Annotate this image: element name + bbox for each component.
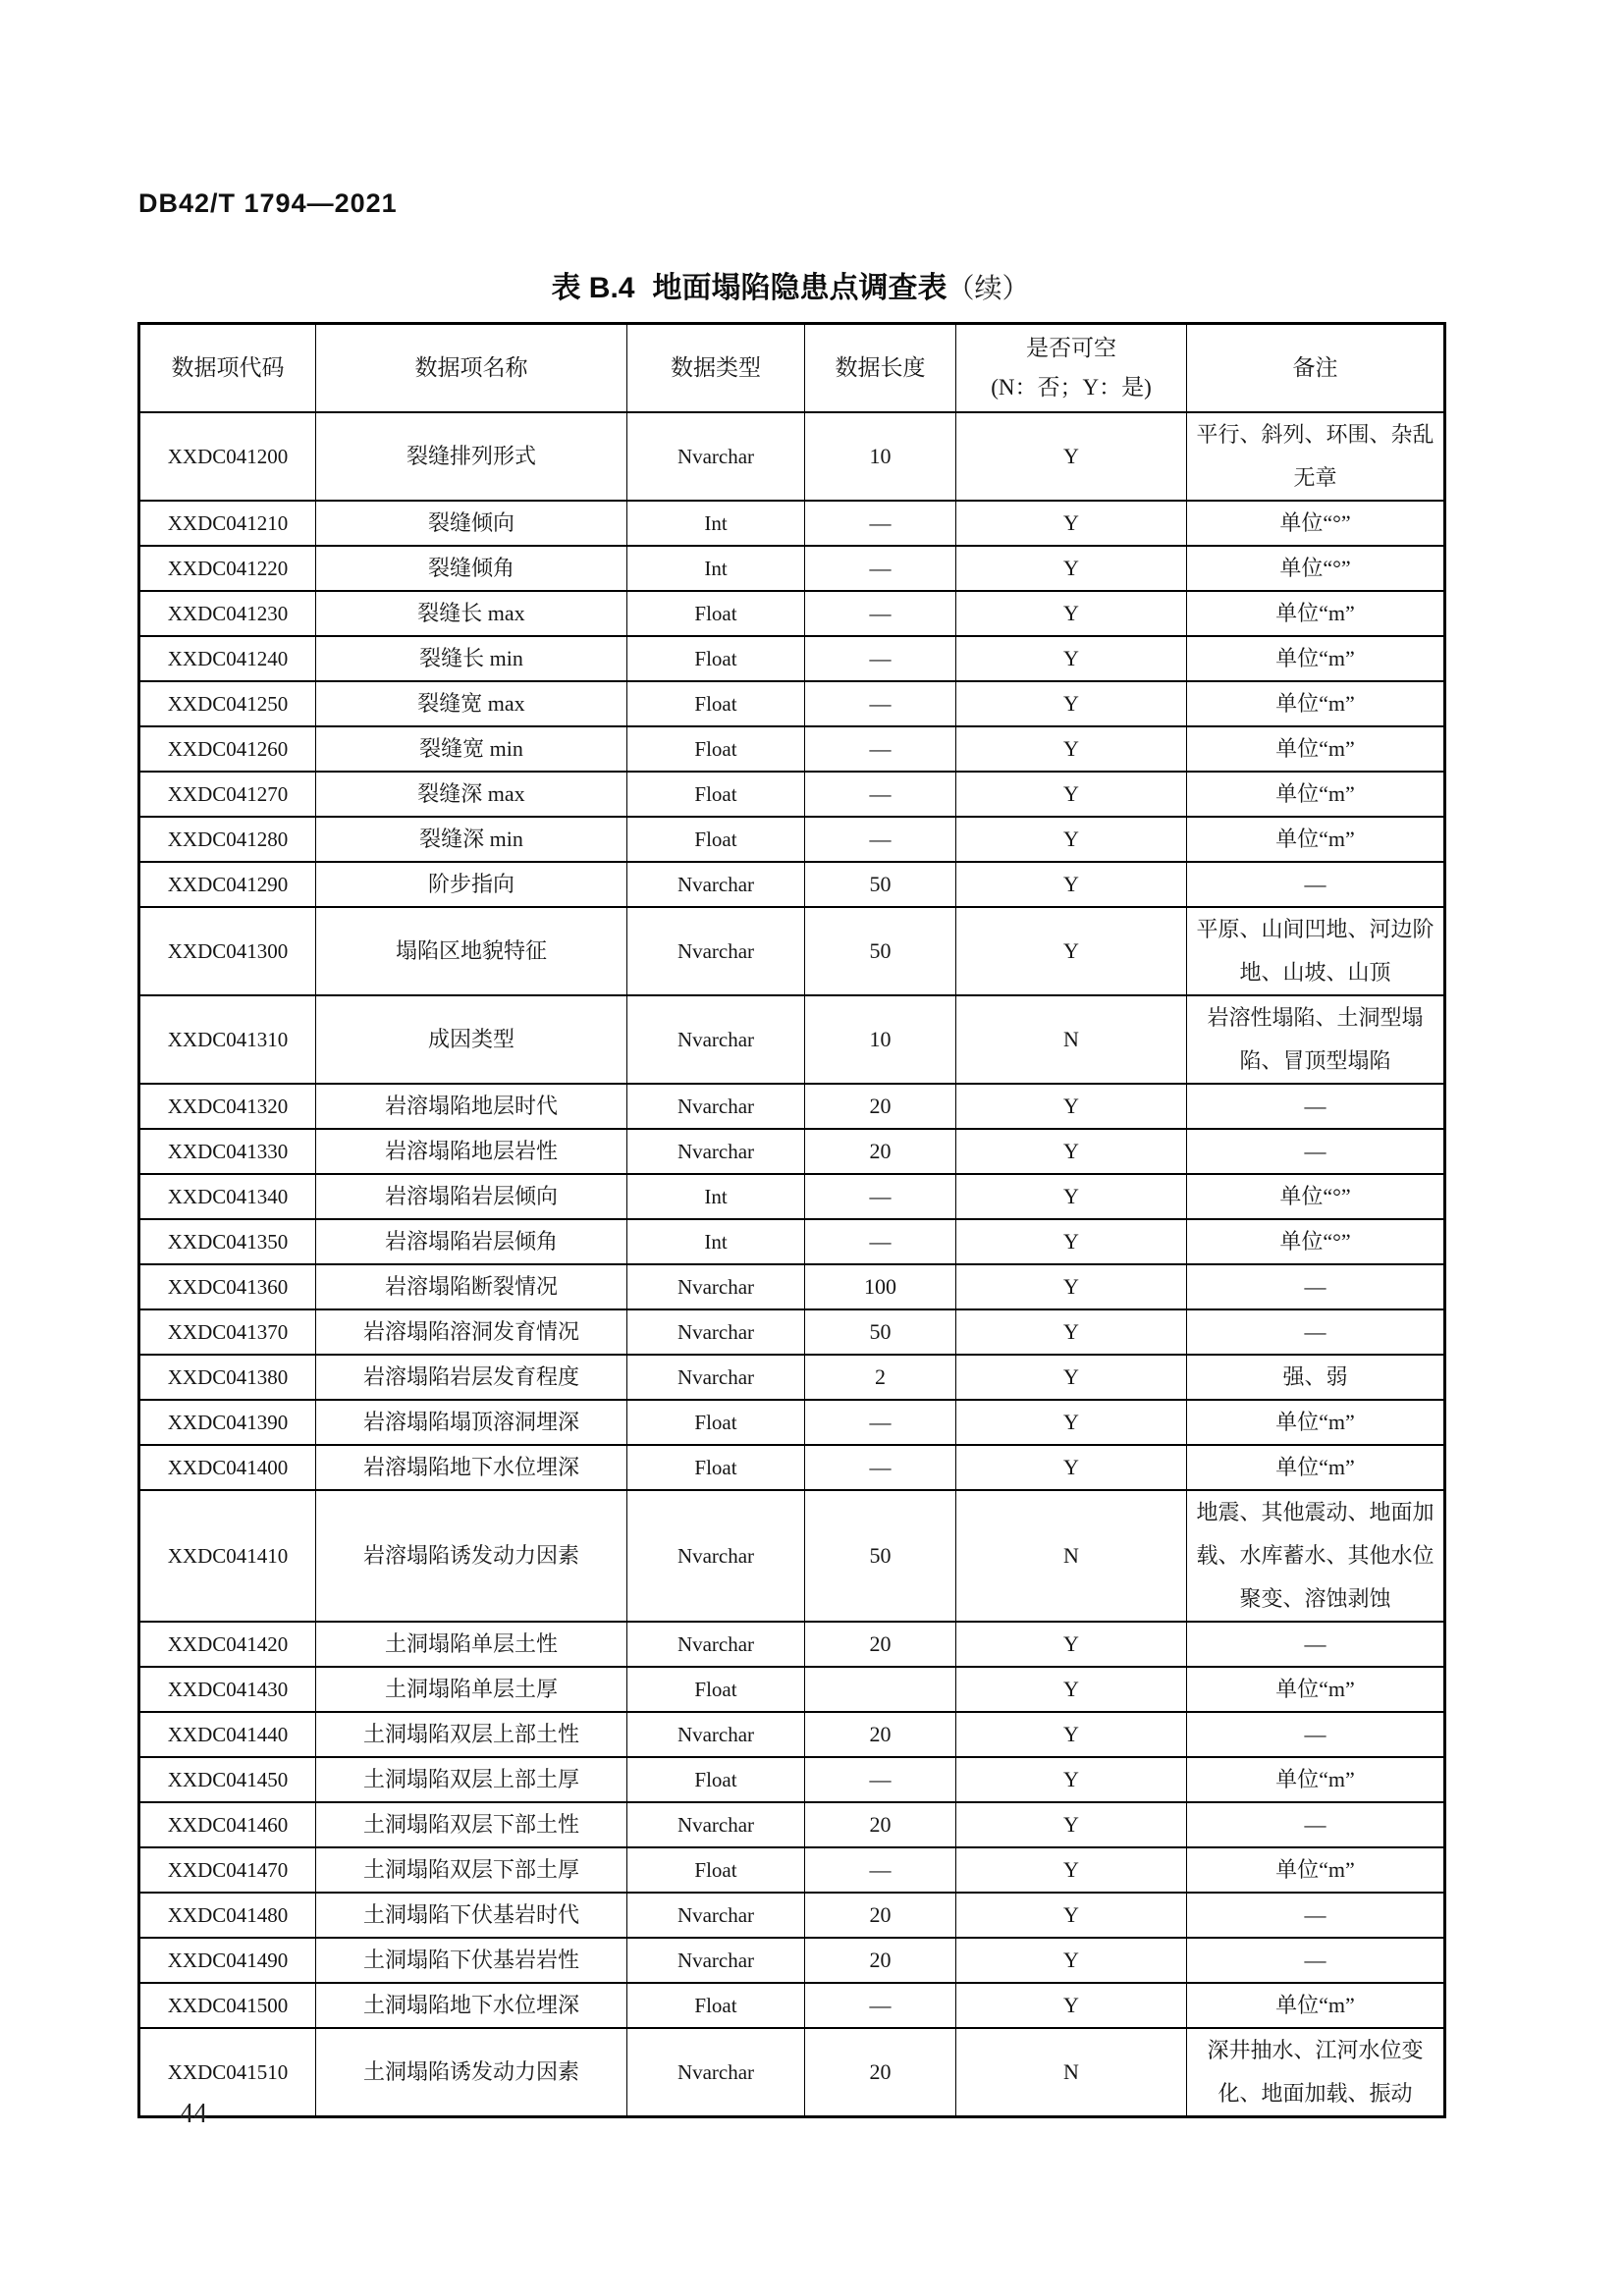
cell-nullable: Y bbox=[956, 1893, 1187, 1938]
cell-name: 裂缝倾向 bbox=[316, 501, 627, 546]
cell-remark: — bbox=[1187, 1309, 1445, 1355]
cell-code: XXDC041380 bbox=[139, 1355, 316, 1400]
cell-length: 20 bbox=[805, 1129, 956, 1174]
cell-code: XXDC041370 bbox=[139, 1309, 316, 1355]
page-number: 44 bbox=[180, 2099, 207, 2129]
table-header bbox=[139, 324, 1445, 412]
cell-nullable: Y bbox=[956, 1983, 1187, 2028]
cell-length: 20 bbox=[805, 1802, 956, 1847]
cell-name: 裂缝深 min bbox=[316, 817, 627, 862]
cell-code: XXDC041440 bbox=[139, 1712, 316, 1757]
cell-type: Nvarchar bbox=[627, 1938, 805, 1983]
table-row bbox=[139, 1983, 1445, 2028]
cell-type: Nvarchar bbox=[627, 1893, 805, 1938]
cell-nullable: Y bbox=[956, 681, 1187, 726]
cell-nullable: Y bbox=[956, 1938, 1187, 1983]
cell-remark: 强、弱 bbox=[1187, 1355, 1445, 1400]
cell-length: 50 bbox=[805, 907, 956, 995]
table-row bbox=[139, 1264, 1445, 1309]
cell-type: Float bbox=[627, 817, 805, 862]
table-row bbox=[139, 817, 1445, 862]
cell-length: — bbox=[805, 1847, 956, 1893]
cell-type: Float bbox=[627, 1400, 805, 1445]
cell-length bbox=[805, 1667, 956, 1712]
header-cell-code: 数据项代码 bbox=[139, 324, 316, 412]
cell-name: 土洞塌陷诱发动力因素 bbox=[316, 2028, 627, 2117]
cell-code: XXDC041330 bbox=[139, 1129, 316, 1174]
cell-nullable: Y bbox=[956, 1129, 1187, 1174]
table-row bbox=[139, 636, 1445, 681]
cell-type: Float bbox=[627, 591, 805, 636]
table-row bbox=[139, 726, 1445, 772]
cell-remark: 单位“m” bbox=[1187, 772, 1445, 817]
table-row bbox=[139, 1309, 1445, 1355]
cell-remark: 单位“°” bbox=[1187, 1174, 1445, 1219]
cell-length: 10 bbox=[805, 412, 956, 501]
cell-remark: 单位“m” bbox=[1187, 1983, 1445, 2028]
cell-name: 塌陷区地貌特征 bbox=[316, 907, 627, 995]
cell-name: 土洞塌陷地下水位埋深 bbox=[316, 1983, 627, 2028]
cell-code: XXDC041210 bbox=[139, 501, 316, 546]
cell-length: 20 bbox=[805, 2028, 956, 2117]
cell-nullable: Y bbox=[956, 1309, 1187, 1355]
cell-length: 50 bbox=[805, 1309, 956, 1355]
cell-code: XXDC041450 bbox=[139, 1757, 316, 1802]
cell-type: Float bbox=[627, 681, 805, 726]
cell-nullable: Y bbox=[956, 1445, 1187, 1490]
cell-nullable: Y bbox=[956, 772, 1187, 817]
cell-type: Float bbox=[627, 636, 805, 681]
cell-type: Float bbox=[627, 726, 805, 772]
cell-name: 裂缝长 max bbox=[316, 591, 627, 636]
cell-code: XXDC041270 bbox=[139, 772, 316, 817]
cell-nullable: Y bbox=[956, 1622, 1187, 1667]
table-row bbox=[139, 1847, 1445, 1893]
cell-remark: 深井抽水、江河水位变化、地面加载、振动 bbox=[1187, 2028, 1445, 2117]
cell-length: — bbox=[805, 636, 956, 681]
cell-type: Nvarchar bbox=[627, 1129, 805, 1174]
cell-nullable: Y bbox=[956, 1847, 1187, 1893]
cell-remark: — bbox=[1187, 1129, 1445, 1174]
cell-remark: 单位“m” bbox=[1187, 726, 1445, 772]
cell-code: XXDC041460 bbox=[139, 1802, 316, 1847]
cell-remark: 单位“°” bbox=[1187, 501, 1445, 546]
cell-type: Float bbox=[627, 772, 805, 817]
cell-type: Int bbox=[627, 546, 805, 591]
cell-length: — bbox=[805, 681, 956, 726]
cell-nullable: Y bbox=[956, 1400, 1187, 1445]
cell-type: Int bbox=[627, 501, 805, 546]
cell-length: — bbox=[805, 1400, 956, 1445]
cell-type: Float bbox=[627, 1983, 805, 2028]
cell-name: 土洞塌陷双层下部土性 bbox=[316, 1802, 627, 1847]
cell-code: XXDC041250 bbox=[139, 681, 316, 726]
cell-type: Float bbox=[627, 1445, 805, 1490]
cell-nullable: Y bbox=[956, 412, 1187, 501]
cell-nullable: Y bbox=[956, 636, 1187, 681]
cell-length: — bbox=[805, 817, 956, 862]
table-row bbox=[139, 1757, 1445, 1802]
cell-remark: 岩溶性塌陷、土洞型塌陷、冒顶型塌陷 bbox=[1187, 995, 1445, 1084]
cell-name: 土洞塌陷单层土性 bbox=[316, 1622, 627, 1667]
cell-code: XXDC041200 bbox=[139, 412, 316, 501]
cell-name: 岩溶塌陷溶洞发育情况 bbox=[316, 1309, 627, 1355]
cell-nullable: Y bbox=[956, 907, 1187, 995]
cell-type: Nvarchar bbox=[627, 1309, 805, 1355]
cell-remark: 单位“m” bbox=[1187, 1445, 1445, 1490]
cell-length: 20 bbox=[805, 1622, 956, 1667]
cell-nullable: Y bbox=[956, 1757, 1187, 1802]
cell-name: 裂缝深 max bbox=[316, 772, 627, 817]
table-row bbox=[139, 1938, 1445, 1983]
cell-type: Nvarchar bbox=[627, 995, 805, 1084]
header-cell-type: 数据类型 bbox=[627, 324, 805, 412]
cell-nullable: N bbox=[956, 2028, 1187, 2117]
cell-length: — bbox=[805, 1174, 956, 1219]
cell-nullable: Y bbox=[956, 1219, 1187, 1264]
cell-type: Nvarchar bbox=[627, 2028, 805, 2117]
cell-code: XXDC041280 bbox=[139, 817, 316, 862]
table-row bbox=[139, 907, 1445, 995]
cell-remark: 平原、山间凹地、河边阶地、山坡、山顶 bbox=[1187, 907, 1445, 995]
table-title bbox=[137, 263, 1443, 306]
cell-code: XXDC041390 bbox=[139, 1400, 316, 1445]
cell-length: 100 bbox=[805, 1264, 956, 1309]
table-header-row bbox=[139, 324, 1445, 412]
cell-length: 20 bbox=[805, 1712, 956, 1757]
cell-remark: 地震、其他震动、地面加载、水库蓄水、其他水位聚变、溶蚀剥蚀 bbox=[1187, 1490, 1445, 1622]
cell-code: XXDC041410 bbox=[139, 1490, 316, 1622]
cell-name: 岩溶塌陷塌顶溶洞埋深 bbox=[316, 1400, 627, 1445]
table-title-text: 地面塌陷隐患点调查表 bbox=[652, 272, 947, 304]
cell-nullable: Y bbox=[956, 1174, 1187, 1219]
table-row bbox=[139, 1667, 1445, 1712]
cell-nullable: Y bbox=[956, 591, 1187, 636]
cell-name: 土洞塌陷双层上部土性 bbox=[316, 1712, 627, 1757]
cell-nullable: Y bbox=[956, 1355, 1187, 1400]
cell-type: Nvarchar bbox=[627, 862, 805, 907]
header-cell-name: 数据项名称 bbox=[316, 324, 627, 412]
cell-code: XXDC041340 bbox=[139, 1174, 316, 1219]
table-row bbox=[139, 1129, 1445, 1174]
cell-type: Nvarchar bbox=[627, 1355, 805, 1400]
cell-name: 岩溶塌陷岩层发育程度 bbox=[316, 1355, 627, 1400]
table-row bbox=[139, 862, 1445, 907]
cell-code: XXDC041230 bbox=[139, 591, 316, 636]
table-row bbox=[139, 1174, 1445, 1219]
survey-data-table bbox=[137, 322, 1446, 2118]
cell-remark: — bbox=[1187, 862, 1445, 907]
table-title-label: 表 B.4 bbox=[551, 272, 635, 304]
cell-name: 裂缝长 min bbox=[316, 636, 627, 681]
cell-name: 土洞塌陷下伏基岩岩性 bbox=[316, 1938, 627, 1983]
cell-nullable: Y bbox=[956, 1712, 1187, 1757]
header-nullable-line1: 是否可空 bbox=[1026, 335, 1116, 360]
cell-nullable: Y bbox=[956, 1802, 1187, 1847]
cell-code: XXDC041480 bbox=[139, 1893, 316, 1938]
table-row bbox=[139, 995, 1445, 1084]
cell-remark: — bbox=[1187, 1938, 1445, 1983]
cell-code: XXDC041260 bbox=[139, 726, 316, 772]
cell-nullable: Y bbox=[956, 862, 1187, 907]
cell-remark: 平行、斜列、环围、杂乱无章 bbox=[1187, 412, 1445, 501]
cell-type: Nvarchar bbox=[627, 907, 805, 995]
cell-remark: — bbox=[1187, 1622, 1445, 1667]
cell-name: 土洞塌陷单层土厚 bbox=[316, 1667, 627, 1712]
cell-type: Float bbox=[627, 1667, 805, 1712]
table-row bbox=[139, 546, 1445, 591]
cell-length: 10 bbox=[805, 995, 956, 1084]
cell-name: 岩溶塌陷诱发动力因素 bbox=[316, 1490, 627, 1622]
cell-length: — bbox=[805, 501, 956, 546]
cell-name: 阶步指向 bbox=[316, 862, 627, 907]
cell-code: XXDC041430 bbox=[139, 1667, 316, 1712]
cell-name: 岩溶塌陷岩层倾向 bbox=[316, 1174, 627, 1219]
document-number: DB42/T 1794—2021 bbox=[138, 188, 398, 218]
cell-length: — bbox=[805, 591, 956, 636]
cell-nullable: Y bbox=[956, 1264, 1187, 1309]
cell-type: Nvarchar bbox=[627, 1490, 805, 1622]
table-row bbox=[139, 1490, 1445, 1622]
cell-code: XXDC041400 bbox=[139, 1445, 316, 1490]
cell-code: XXDC041240 bbox=[139, 636, 316, 681]
cell-length: — bbox=[805, 1219, 956, 1264]
cell-nullable: Y bbox=[956, 817, 1187, 862]
table-row bbox=[139, 1400, 1445, 1445]
cell-remark: — bbox=[1187, 1264, 1445, 1309]
cell-name: 土洞塌陷下伏基岩时代 bbox=[316, 1893, 627, 1938]
table-row bbox=[139, 1355, 1445, 1400]
table-body bbox=[139, 412, 1445, 2117]
cell-name: 土洞塌陷双层上部土厚 bbox=[316, 1757, 627, 1802]
cell-nullable: Y bbox=[956, 501, 1187, 546]
header-cell-length: 数据长度 bbox=[805, 324, 956, 412]
cell-type: Nvarchar bbox=[627, 1622, 805, 1667]
header-cell-remark: 备注 bbox=[1187, 324, 1445, 412]
cell-code: XXDC041510 bbox=[139, 2028, 316, 2117]
table-row bbox=[139, 1219, 1445, 1264]
cell-length: 50 bbox=[805, 1490, 956, 1622]
cell-remark: — bbox=[1187, 1893, 1445, 1938]
cell-type: Float bbox=[627, 1757, 805, 1802]
cell-name: 成因类型 bbox=[316, 995, 627, 1084]
cell-name: 岩溶塌陷断裂情况 bbox=[316, 1264, 627, 1309]
header-nullable-line2: (N：否；Y：是) bbox=[991, 374, 1152, 400]
cell-nullable: Y bbox=[956, 726, 1187, 772]
cell-name: 岩溶塌陷地下水位埋深 bbox=[316, 1445, 627, 1490]
table-row bbox=[139, 1802, 1445, 1847]
cell-nullable: N bbox=[956, 1490, 1187, 1622]
cell-name: 裂缝宽 max bbox=[316, 681, 627, 726]
cell-nullable: N bbox=[956, 995, 1187, 1084]
table-row bbox=[139, 412, 1445, 501]
cell-length: — bbox=[805, 726, 956, 772]
table-row bbox=[139, 501, 1445, 546]
cell-type: Float bbox=[627, 1847, 805, 1893]
cell-remark: 单位“m” bbox=[1187, 1667, 1445, 1712]
cell-remark: 单位“°” bbox=[1187, 1219, 1445, 1264]
table-title-suffix: （续） bbox=[947, 274, 1030, 304]
table-row bbox=[139, 2028, 1445, 2117]
cell-remark: 单位“°” bbox=[1187, 546, 1445, 591]
cell-remark: 单位“m” bbox=[1187, 817, 1445, 862]
table-row bbox=[139, 681, 1445, 726]
cell-remark: — bbox=[1187, 1084, 1445, 1129]
cell-remark: 单位“m” bbox=[1187, 591, 1445, 636]
cell-length: 2 bbox=[805, 1355, 956, 1400]
cell-code: XXDC041220 bbox=[139, 546, 316, 591]
cell-type: Nvarchar bbox=[627, 1712, 805, 1757]
cell-name: 岩溶塌陷地层岩性 bbox=[316, 1129, 627, 1174]
table-row bbox=[139, 1893, 1445, 1938]
cell-nullable: Y bbox=[956, 1084, 1187, 1129]
cell-type: Int bbox=[627, 1219, 805, 1264]
cell-length: 20 bbox=[805, 1893, 956, 1938]
cell-name: 裂缝倾角 bbox=[316, 546, 627, 591]
cell-remark: — bbox=[1187, 1802, 1445, 1847]
cell-name: 土洞塌陷双层下部土厚 bbox=[316, 1847, 627, 1893]
cell-code: XXDC041350 bbox=[139, 1219, 316, 1264]
cell-remark: 单位“m” bbox=[1187, 1400, 1445, 1445]
cell-type: Nvarchar bbox=[627, 1264, 805, 1309]
cell-remark: 单位“m” bbox=[1187, 636, 1445, 681]
cell-code: XXDC041290 bbox=[139, 862, 316, 907]
cell-name: 岩溶塌陷地层时代 bbox=[316, 1084, 627, 1129]
cell-length: 20 bbox=[805, 1938, 956, 1983]
cell-type: Int bbox=[627, 1174, 805, 1219]
cell-name: 岩溶塌陷岩层倾角 bbox=[316, 1219, 627, 1264]
cell-length: — bbox=[805, 772, 956, 817]
cell-code: XXDC041360 bbox=[139, 1264, 316, 1309]
cell-code: XXDC041320 bbox=[139, 1084, 316, 1129]
cell-length: — bbox=[805, 1445, 956, 1490]
cell-length: 50 bbox=[805, 862, 956, 907]
cell-code: XXDC041310 bbox=[139, 995, 316, 1084]
cell-type: Nvarchar bbox=[627, 1802, 805, 1847]
table-row bbox=[139, 591, 1445, 636]
cell-nullable: Y bbox=[956, 546, 1187, 591]
header-cell-nullable bbox=[956, 324, 1187, 412]
cell-length: — bbox=[805, 546, 956, 591]
cell-code: XXDC041500 bbox=[139, 1983, 316, 2028]
table-row bbox=[139, 772, 1445, 817]
cell-code: XXDC041300 bbox=[139, 907, 316, 995]
cell-name: 裂缝宽 min bbox=[316, 726, 627, 772]
cell-remark: 单位“m” bbox=[1187, 1847, 1445, 1893]
cell-remark: — bbox=[1187, 1712, 1445, 1757]
cell-length: — bbox=[805, 1983, 956, 2028]
cell-type: Nvarchar bbox=[627, 412, 805, 501]
table-row bbox=[139, 1622, 1445, 1667]
cell-type: Nvarchar bbox=[627, 1084, 805, 1129]
cell-length: 20 bbox=[805, 1084, 956, 1129]
table-row bbox=[139, 1445, 1445, 1490]
cell-length: — bbox=[805, 1757, 956, 1802]
cell-nullable: Y bbox=[956, 1667, 1187, 1712]
cell-remark: 单位“m” bbox=[1187, 1757, 1445, 1802]
cell-name: 裂缝排列形式 bbox=[316, 412, 627, 501]
cell-remark: 单位“m” bbox=[1187, 681, 1445, 726]
table-row bbox=[139, 1712, 1445, 1757]
cell-code: XXDC041490 bbox=[139, 1938, 316, 1983]
table-row bbox=[139, 1084, 1445, 1129]
cell-code: XXDC041420 bbox=[139, 1622, 316, 1667]
cell-code: XXDC041470 bbox=[139, 1847, 316, 1893]
